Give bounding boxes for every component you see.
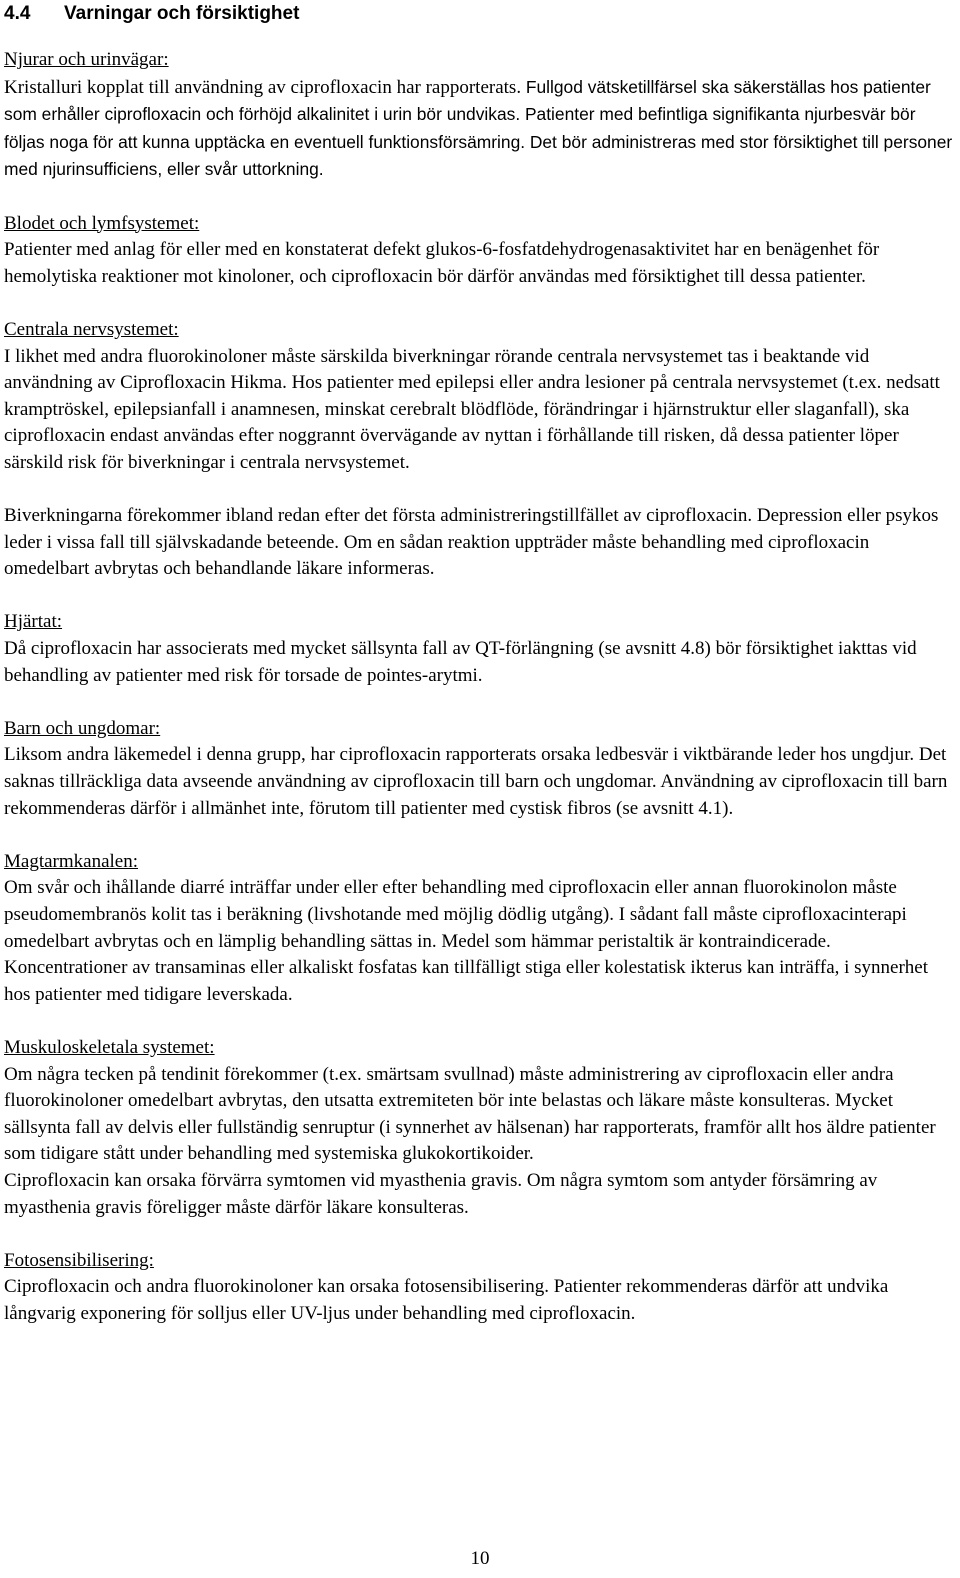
paragraph-cns-2 — [4, 503, 956, 583]
paragraph-hjartat: Då ciprofloxacin har associerats med mycket sällsynta fall av QT-förlängning (se avsnitt 4.8) bör försiktighet iakttas vid behandling av patienter med risk för torsade de pointes-arytmi. — [4, 638, 917, 686]
section-barn — [4, 716, 956, 822]
section-blodet — [4, 211, 956, 291]
subheading-magtarm: Magtarmkanalen: — [4, 850, 139, 872]
paragraph-cns-1 — [4, 344, 956, 477]
section-cns — [4, 317, 956, 583]
cns-sentence-4: Depression eller psykos leder i vissa fall till självskadande beteende. — [4, 505, 939, 553]
section-number: 4.4 — [4, 3, 31, 24]
paragraph-barn: Liksom andra läkemedel i denna grupp, har ciprofloxacin rapporterats orsaka ledbesvär i viktbärande leder hos ungdjur. Det saknas tillräckliga data avseende användning av ciprofloxacin till barn och ungdomar. Användning av ciprofloxacin till barn rekommenderas därför i allmänhet inte, förutom till patienter med cystisk fibros (se avsnitt 4.1). — [4, 744, 948, 819]
subheading-muskulo: Muskuloskeletala systemet: — [4, 1036, 215, 1058]
njurar-sentence-1: Kristalluri kopplat till användning av ciprofloxacin har rapporterats. — [4, 76, 522, 98]
cns-sentence-5: Om en sådan reaktion uppträder måste behandling med ciprofloxacin omedelbart avbrytas och behandlande läkare informeras. — [4, 531, 870, 580]
paragraph-magtarm: Om svår och ihållande diarré inträffar under eller efter behandling med ciprofloxacin eller annan fluorokinolon måste pseudomembranös kolit tas i beräkning (livshotande med möjlig dödlig utgång). I sådant fall måste ciprofloxacinterapi omedelbart avbrytas och en lämplig behandling sättas in. Medel som hämmar peristaltik är kontraindicerade. Koncentrationer av transaminas eller alkaliskt fosfatas kan tillfälligt stiga eller kolestatisk ikterus kan inträffa, i synnerhet hos patienter med tidigare leverskada. — [4, 877, 929, 1005]
section-title: Varningar och försiktighet — [64, 3, 300, 24]
section-foto — [4, 1248, 956, 1328]
section-njurar — [4, 47, 956, 184]
njurar-sentence-3: Patienter med befintliga signifikanta njurbesvär bör följas noga för att kunna upptäcka en eventuell funktionsförsämring. — [4, 104, 916, 152]
njurar-sentence-2: Fullgod vätsketillfärsel ska säkerställas hos patienter som erhåller ciprofloxacin och förhöjd alkalinitet i urin bör undvikas. — [4, 76, 931, 125]
cns-sentence-2: Hos patienter med epilepsi eller andra lesioner på centrala nervsystemet (t.ex. nedsatt kramptröskel, epilepsianfall i anamnesen, minskat cerebralt blödflöde, förändringar i hjärnstruktur eller slaganfall), ska ciprofloxacin endast användas efter noggrannt övervägande av nyttan i förhållande till risken, då dessa patienter löper särskild risk för biverkningar i centrala nervsystemet. — [4, 372, 940, 473]
section-hjartat — [4, 609, 956, 689]
section-magtarm — [4, 849, 956, 1009]
subheading-njurar: Njurar och urinvägar: — [4, 49, 169, 70]
paragraph-foto: Ciprofloxacin och andra fluorokinoloner kan orsaka fotosensibilisering. Patienter rekommenderas därför att undvika långvarig exponering för solljus eller UV-ljus under behandling med ciprofloxacin. — [4, 1276, 889, 1324]
subheading-cns: Centrala nervsystemet: — [4, 318, 179, 340]
subheading-blodet: Blodet och lymfsystemet: — [4, 212, 200, 234]
subheading-hjartat: Hjärtat: — [4, 611, 63, 633]
paragraph-blodet: Patienter med anlag för eller med en konstaterat defekt glukos-6-fosfatdehydrogenasaktivitet har en benägenhet för hemolytiska reaktioner mot kinoloner, och ciprofloxacin bör därför användas med försiktighet till dessa patienter. — [4, 239, 880, 287]
cns-sentence-3: Biverkningarna förekommer ibland redan efter det första administreringstillfället av ciprofloxacin. — [4, 505, 753, 527]
document-page — [4, 0, 956, 1328]
paragraph-njurar-1 — [4, 74, 956, 184]
section-heading — [4, 0, 956, 27]
paragraph-muskulo-1: Om några tecken på tendinit förekommer (t.ex. smärtsam svullnad) måste administrering av ciprofloxacin eller andra fluorokinoloner omedelbart avbrytas, den utsatta extremiteten bör inte belastas och läkare måste konsulteras. Mycket sällsynta fall av delvis eller fullständig senruptur (i synnerhet av hälsenan) har rapporterats, framför allt hos äldre patienter som tidigare stått under behandling med systemiska glukokortikoider. — [4, 1063, 936, 1165]
cns-sentence-1: I likhet med andra fluorokinoloner måste särskilda biverkningar rörande centrala nervsystemet tas i beaktande vid användning av Ciprofloxacin Hikma. — [4, 345, 870, 394]
subheading-barn: Barn och ungdomar: — [4, 717, 161, 739]
paragraph-muskulo-2: Ciprofloxacin kan orsaka förvärra symtomen vid myasthenia gravis. Om några symtom som antyder försämring av myasthenia gravis föreligger måste därför läkare konsulteras. — [4, 1169, 878, 1218]
page-number: 10 — [470, 1548, 490, 1569]
subheading-foto: Fotosensibilisering: — [4, 1249, 154, 1271]
njurar-sentence-4: Det bör administreras med stor försiktighet till personer med njurinsufficiens, eller svår uttorkning. — [4, 131, 953, 180]
section-muskulo — [4, 1035, 956, 1221]
